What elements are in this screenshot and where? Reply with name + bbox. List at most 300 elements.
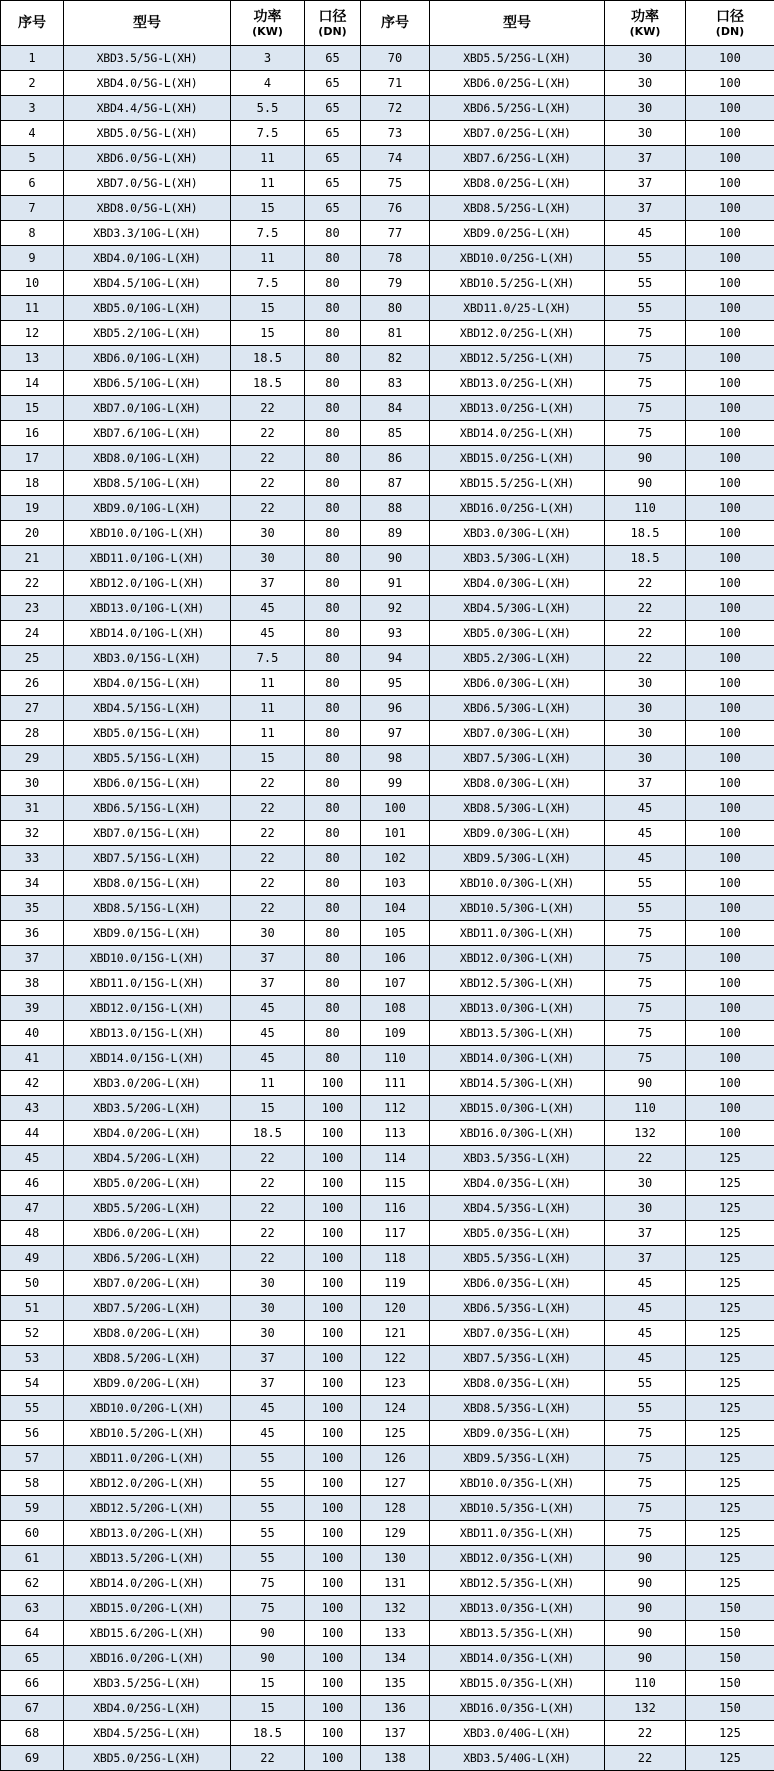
power-cell: 75 xyxy=(605,1021,686,1046)
diameter-cell: 100 xyxy=(686,421,774,446)
table-row xyxy=(1,796,774,821)
table-row xyxy=(1,1546,774,1571)
table-row xyxy=(1,346,774,371)
seq-cell: 96 xyxy=(361,696,430,721)
power-cell: 7.5 xyxy=(231,646,305,671)
power-cell: 15 xyxy=(231,746,305,771)
model-cell: XBD6.5/10G-L(XH) xyxy=(64,371,231,396)
seq-cell: 10 xyxy=(1,271,64,296)
power-cell: 30 xyxy=(231,1271,305,1296)
diameter-cell: 100 xyxy=(305,1146,361,1171)
power-cell: 30 xyxy=(605,71,686,96)
model-cell: XBD12.5/20G-L(XH) xyxy=(64,1496,231,1521)
seq-cell: 115 xyxy=(361,1171,430,1196)
power-cell: 30 xyxy=(605,1171,686,1196)
power-cell: 22 xyxy=(605,621,686,646)
power-cell: 45 xyxy=(231,621,305,646)
seq-cell: 108 xyxy=(361,996,430,1021)
seq-cell: 89 xyxy=(361,521,430,546)
seq-cell: 136 xyxy=(361,1696,430,1721)
seq-cell: 50 xyxy=(1,1271,64,1296)
power-cell: 75 xyxy=(231,1571,305,1596)
table-row xyxy=(1,271,774,296)
model-cell: XBD15.0/30G-L(XH) xyxy=(430,1096,605,1121)
model-cell: XBD5.5/15G-L(XH) xyxy=(64,746,231,771)
model-cell: XBD7.0/30G-L(XH) xyxy=(430,721,605,746)
diameter-cell: 125 xyxy=(686,1746,774,1771)
power-cell: 3 xyxy=(231,46,305,71)
diameter-cell: 100 xyxy=(686,446,774,471)
diameter-cell: 100 xyxy=(305,1346,361,1371)
seq-cell: 85 xyxy=(361,421,430,446)
power-cell: 30 xyxy=(605,746,686,771)
power-cell: 110 xyxy=(605,496,686,521)
diameter-cell: 100 xyxy=(305,1621,361,1646)
power-cell: 22 xyxy=(605,646,686,671)
table-row xyxy=(1,1221,774,1246)
model-cell: XBD5.0/5G-L(XH) xyxy=(64,121,231,146)
seq-cell: 99 xyxy=(361,771,430,796)
diameter-cell: 80 xyxy=(305,796,361,821)
power-cell: 90 xyxy=(605,471,686,496)
power-cell: 55 xyxy=(231,1521,305,1546)
diameter-cell: 80 xyxy=(305,671,361,696)
diameter-cell: 100 xyxy=(305,1396,361,1421)
diameter-cell: 100 xyxy=(686,146,774,171)
model-cell: XBD11.0/10G-L(XH) xyxy=(64,546,231,571)
seq-cell: 57 xyxy=(1,1446,64,1471)
seq-cell: 22 xyxy=(1,571,64,596)
power-cell: 22 xyxy=(605,571,686,596)
seq-cell: 90 xyxy=(361,546,430,571)
diameter-cell: 80 xyxy=(305,621,361,646)
seq-cell: 110 xyxy=(361,1046,430,1071)
diameter-cell: 80 xyxy=(305,321,361,346)
model-cell: XBD3.5/35G-L(XH) xyxy=(430,1146,605,1171)
table-row xyxy=(1,296,774,321)
power-cell: 45 xyxy=(605,1346,686,1371)
diameter-cell: 100 xyxy=(686,371,774,396)
model-cell: XBD4.5/10G-L(XH) xyxy=(64,271,231,296)
seq-cell: 64 xyxy=(1,1621,64,1646)
power-cell: 22 xyxy=(231,821,305,846)
diameter-cell: 100 xyxy=(686,596,774,621)
seq-cell: 60 xyxy=(1,1521,64,1546)
diameter-cell: 100 xyxy=(686,671,774,696)
power-cell: 22 xyxy=(231,446,305,471)
diameter-cell: 80 xyxy=(305,271,361,296)
diameter-cell: 100 xyxy=(686,971,774,996)
table-row xyxy=(1,1096,774,1121)
diameter-cell: 80 xyxy=(305,871,361,896)
power-cell: 45 xyxy=(231,1396,305,1421)
seq-cell: 23 xyxy=(1,596,64,621)
diameter-cell: 80 xyxy=(305,696,361,721)
seq-cell: 112 xyxy=(361,1096,430,1121)
diameter-cell: 80 xyxy=(305,446,361,471)
table-row xyxy=(1,871,774,896)
model-cell: XBD7.0/25G-L(XH) xyxy=(430,121,605,146)
header-power-unit: (KW) xyxy=(629,24,661,38)
model-cell: XBD8.5/10G-L(XH) xyxy=(64,471,231,496)
diameter-cell: 100 xyxy=(686,996,774,1021)
power-cell: 7.5 xyxy=(231,121,305,146)
seq-cell: 55 xyxy=(1,1396,64,1421)
diameter-cell: 125 xyxy=(686,1321,774,1346)
diameter-cell: 100 xyxy=(686,771,774,796)
model-cell: XBD16.0/25G-L(XH) xyxy=(430,496,605,521)
seq-cell: 71 xyxy=(361,71,430,96)
diameter-cell: 80 xyxy=(305,771,361,796)
diameter-cell: 100 xyxy=(686,721,774,746)
diameter-cell: 100 xyxy=(686,346,774,371)
diameter-cell: 100 xyxy=(686,321,774,346)
power-cell: 22 xyxy=(231,846,305,871)
power-cell: 37 xyxy=(231,571,305,596)
diameter-cell: 100 xyxy=(686,171,774,196)
model-cell: XBD4.0/15G-L(XH) xyxy=(64,671,231,696)
diameter-cell: 100 xyxy=(686,796,774,821)
table-row xyxy=(1,971,774,996)
model-cell: XBD6.0/20G-L(XH) xyxy=(64,1221,231,1246)
diameter-cell: 100 xyxy=(686,1071,774,1096)
seq-cell: 128 xyxy=(361,1496,430,1521)
seq-cell: 18 xyxy=(1,471,64,496)
diameter-cell: 100 xyxy=(305,1521,361,1546)
model-cell: XBD13.0/25G-L(XH) xyxy=(430,396,605,421)
model-cell: XBD4.5/25G-L(XH) xyxy=(64,1721,231,1746)
seq-cell: 98 xyxy=(361,746,430,771)
table-row xyxy=(1,846,774,871)
seq-cell: 86 xyxy=(361,446,430,471)
table-row xyxy=(1,1171,774,1196)
power-cell: 30 xyxy=(605,671,686,696)
header-model-right: 型号 xyxy=(430,1,605,46)
power-cell: 37 xyxy=(605,1221,686,1246)
table-row xyxy=(1,1346,774,1371)
table-row xyxy=(1,821,774,846)
seq-cell: 117 xyxy=(361,1221,430,1246)
seq-cell: 26 xyxy=(1,671,64,696)
seq-cell: 41 xyxy=(1,1046,64,1071)
model-cell: XBD13.5/35G-L(XH) xyxy=(430,1621,605,1646)
power-cell: 55 xyxy=(231,1446,305,1471)
seq-cell: 19 xyxy=(1,496,64,521)
power-cell: 11 xyxy=(231,671,305,696)
seq-cell: 20 xyxy=(1,521,64,546)
model-cell: XBD13.5/20G-L(XH) xyxy=(64,1546,231,1571)
seq-cell: 122 xyxy=(361,1346,430,1371)
model-cell: XBD8.5/35G-L(XH) xyxy=(430,1396,605,1421)
seq-cell: 66 xyxy=(1,1671,64,1696)
seq-cell: 8 xyxy=(1,221,64,246)
seq-cell: 127 xyxy=(361,1471,430,1496)
diameter-cell: 65 xyxy=(305,71,361,96)
seq-cell: 123 xyxy=(361,1371,430,1396)
model-cell: XBD16.0/30G-L(XH) xyxy=(430,1121,605,1146)
power-cell: 90 xyxy=(605,1546,686,1571)
diameter-cell: 80 xyxy=(305,296,361,321)
power-cell: 22 xyxy=(605,1721,686,1746)
seq-cell: 42 xyxy=(1,1071,64,1096)
seq-cell: 83 xyxy=(361,371,430,396)
model-cell: XBD11.0/20G-L(XH) xyxy=(64,1446,231,1471)
seq-cell: 118 xyxy=(361,1246,430,1271)
model-cell: XBD12.0/25G-L(XH) xyxy=(430,321,605,346)
model-cell: XBD9.0/10G-L(XH) xyxy=(64,496,231,521)
model-cell: XBD11.0/30G-L(XH) xyxy=(430,921,605,946)
diameter-cell: 150 xyxy=(686,1646,774,1671)
model-cell: XBD3.5/40G-L(XH) xyxy=(430,1746,605,1771)
diameter-cell: 150 xyxy=(686,1671,774,1696)
diameter-cell: 100 xyxy=(305,1671,361,1696)
power-cell: 15 xyxy=(231,296,305,321)
model-cell: XBD4.0/30G-L(XH) xyxy=(430,571,605,596)
model-cell: XBD15.5/25G-L(XH) xyxy=(430,471,605,496)
model-cell: XBD7.5/20G-L(XH) xyxy=(64,1296,231,1321)
header-power-label: 功率 xyxy=(631,8,659,25)
diameter-cell: 80 xyxy=(305,721,361,746)
power-cell: 22 xyxy=(231,396,305,421)
seq-cell: 21 xyxy=(1,546,64,571)
seq-cell: 52 xyxy=(1,1321,64,1346)
seq-cell: 76 xyxy=(361,196,430,221)
model-cell: XBD13.0/25G-L(XH) xyxy=(430,371,605,396)
power-cell: 22 xyxy=(231,1171,305,1196)
seq-cell: 102 xyxy=(361,846,430,871)
header-seq-right: 序号 xyxy=(361,1,430,46)
diameter-cell: 100 xyxy=(305,1571,361,1596)
diameter-cell: 100 xyxy=(686,196,774,221)
power-cell: 22 xyxy=(231,796,305,821)
power-cell: 15 xyxy=(231,1671,305,1696)
power-cell: 45 xyxy=(231,1421,305,1446)
diameter-cell: 80 xyxy=(305,346,361,371)
header-power-label: 功率 xyxy=(253,8,282,25)
table-row xyxy=(1,71,774,96)
header-power-left xyxy=(231,1,305,46)
seq-cell: 101 xyxy=(361,821,430,846)
power-cell: 22 xyxy=(231,771,305,796)
seq-cell: 36 xyxy=(1,921,64,946)
model-cell: XBD12.0/35G-L(XH) xyxy=(430,1546,605,1571)
table-row xyxy=(1,1046,774,1071)
model-cell: XBD10.5/30G-L(XH) xyxy=(430,896,605,921)
power-cell: 22 xyxy=(231,896,305,921)
seq-cell: 45 xyxy=(1,1146,64,1171)
power-cell: 75 xyxy=(605,1421,686,1446)
diameter-cell: 100 xyxy=(305,1421,361,1446)
diameter-cell: 80 xyxy=(305,846,361,871)
model-cell: XBD5.0/35G-L(XH) xyxy=(430,1221,605,1246)
model-cell: XBD3.0/20G-L(XH) xyxy=(64,1071,231,1096)
seq-cell: 5 xyxy=(1,146,64,171)
table-row xyxy=(1,521,774,546)
power-cell: 45 xyxy=(231,996,305,1021)
power-cell: 37 xyxy=(231,946,305,971)
diameter-cell: 100 xyxy=(305,1271,361,1296)
diameter-cell: 100 xyxy=(305,1596,361,1621)
model-cell: XBD14.0/15G-L(XH) xyxy=(64,1046,231,1071)
model-cell: XBD4.0/25G-L(XH) xyxy=(64,1696,231,1721)
diameter-cell: 100 xyxy=(305,1746,361,1771)
power-cell: 30 xyxy=(605,721,686,746)
diameter-cell: 100 xyxy=(305,1471,361,1496)
model-cell: XBD13.0/15G-L(XH) xyxy=(64,1021,231,1046)
model-cell: XBD12.5/30G-L(XH) xyxy=(430,971,605,996)
seq-cell: 79 xyxy=(361,271,430,296)
table-row xyxy=(1,1071,774,1096)
table-row xyxy=(1,321,774,346)
diameter-cell: 80 xyxy=(305,596,361,621)
power-cell: 45 xyxy=(605,1271,686,1296)
model-cell: XBD10.0/10G-L(XH) xyxy=(64,521,231,546)
model-cell: XBD3.5/20G-L(XH) xyxy=(64,1096,231,1121)
power-cell: 90 xyxy=(605,1646,686,1671)
seq-cell: 63 xyxy=(1,1596,64,1621)
seq-cell: 84 xyxy=(361,396,430,421)
power-cell: 18.5 xyxy=(231,1121,305,1146)
header-power-right xyxy=(605,1,686,46)
diameter-cell: 100 xyxy=(305,1721,361,1746)
seq-cell: 97 xyxy=(361,721,430,746)
diameter-cell: 100 xyxy=(686,296,774,321)
model-cell: XBD12.5/35G-L(XH) xyxy=(430,1571,605,1596)
seq-cell: 137 xyxy=(361,1721,430,1746)
seq-cell: 100 xyxy=(361,796,430,821)
table-row xyxy=(1,921,774,946)
header-diameter-label: 口径 xyxy=(716,8,744,25)
seq-cell: 77 xyxy=(361,221,430,246)
table-row xyxy=(1,1146,774,1171)
power-cell: 11 xyxy=(231,146,305,171)
power-cell: 18.5 xyxy=(231,346,305,371)
power-cell: 22 xyxy=(231,1221,305,1246)
model-cell: XBD10.5/35G-L(XH) xyxy=(430,1496,605,1521)
diameter-cell: 65 xyxy=(305,196,361,221)
table-row xyxy=(1,1746,774,1771)
model-cell: XBD10.5/20G-L(XH) xyxy=(64,1421,231,1446)
power-cell: 110 xyxy=(605,1671,686,1696)
table-row xyxy=(1,1446,774,1471)
seq-cell: 129 xyxy=(361,1521,430,1546)
diameter-cell: 80 xyxy=(305,921,361,946)
table-row xyxy=(1,1596,774,1621)
diameter-cell: 80 xyxy=(305,571,361,596)
seq-cell: 134 xyxy=(361,1646,430,1671)
seq-cell: 69 xyxy=(1,1746,64,1771)
model-cell: XBD8.5/20G-L(XH) xyxy=(64,1346,231,1371)
seq-cell: 95 xyxy=(361,671,430,696)
table-row xyxy=(1,121,774,146)
model-cell: XBD15.0/20G-L(XH) xyxy=(64,1596,231,1621)
diameter-cell: 150 xyxy=(686,1621,774,1646)
model-cell: XBD8.0/20G-L(XH) xyxy=(64,1321,231,1346)
model-cell: XBD11.0/15G-L(XH) xyxy=(64,971,231,996)
model-cell: XBD5.5/35G-L(XH) xyxy=(430,1246,605,1271)
power-cell: 55 xyxy=(605,271,686,296)
model-cell: XBD12.0/20G-L(XH) xyxy=(64,1471,231,1496)
seq-cell: 107 xyxy=(361,971,430,996)
seq-cell: 53 xyxy=(1,1346,64,1371)
diameter-cell: 100 xyxy=(686,746,774,771)
diameter-cell: 100 xyxy=(305,1221,361,1246)
diameter-cell: 125 xyxy=(686,1571,774,1596)
seq-cell: 16 xyxy=(1,421,64,446)
seq-cell: 65 xyxy=(1,1646,64,1671)
header-diameter-right xyxy=(686,1,774,46)
diameter-cell: 150 xyxy=(686,1596,774,1621)
diameter-cell: 100 xyxy=(686,271,774,296)
model-cell: XBD11.0/25-L(XH) xyxy=(430,296,605,321)
power-cell: 30 xyxy=(605,1196,686,1221)
diameter-cell: 65 xyxy=(305,96,361,121)
model-cell: XBD15.6/20G-L(XH) xyxy=(64,1621,231,1646)
diameter-cell: 100 xyxy=(686,921,774,946)
seq-cell: 130 xyxy=(361,1546,430,1571)
power-cell: 5.5 xyxy=(231,96,305,121)
power-cell: 45 xyxy=(605,221,686,246)
seq-cell: 132 xyxy=(361,1596,430,1621)
model-cell: XBD3.0/40G-L(XH) xyxy=(430,1721,605,1746)
model-cell: XBD6.0/35G-L(XH) xyxy=(430,1271,605,1296)
diameter-cell: 100 xyxy=(686,121,774,146)
power-cell: 22 xyxy=(605,1746,686,1771)
model-cell: XBD10.0/20G-L(XH) xyxy=(64,1396,231,1421)
power-cell: 18.5 xyxy=(231,371,305,396)
model-cell: XBD10.0/35G-L(XH) xyxy=(430,1471,605,1496)
table-row xyxy=(1,246,774,271)
model-cell: XBD8.0/15G-L(XH) xyxy=(64,871,231,896)
model-cell: XBD5.2/10G-L(XH) xyxy=(64,321,231,346)
power-cell: 45 xyxy=(605,846,686,871)
model-cell: XBD9.5/30G-L(XH) xyxy=(430,846,605,871)
model-cell: XBD9.0/20G-L(XH) xyxy=(64,1371,231,1396)
model-cell: XBD7.6/25G-L(XH) xyxy=(430,146,605,171)
model-cell: XBD13.0/30G-L(XH) xyxy=(430,996,605,1021)
diameter-cell: 80 xyxy=(305,946,361,971)
seq-cell: 78 xyxy=(361,246,430,271)
table-row xyxy=(1,421,774,446)
power-cell: 75 xyxy=(605,971,686,996)
seq-cell: 49 xyxy=(1,1246,64,1271)
seq-cell: 56 xyxy=(1,1421,64,1446)
model-cell: XBD10.0/25G-L(XH) xyxy=(430,246,605,271)
table-row xyxy=(1,1396,774,1421)
seq-cell: 12 xyxy=(1,321,64,346)
power-cell: 75 xyxy=(605,996,686,1021)
diameter-cell: 100 xyxy=(305,1546,361,1571)
seq-cell: 2 xyxy=(1,71,64,96)
model-cell: XBD6.5/20G-L(XH) xyxy=(64,1246,231,1271)
header-row xyxy=(1,1,774,46)
power-cell: 11 xyxy=(231,721,305,746)
seq-cell: 116 xyxy=(361,1196,430,1221)
model-cell: XBD4.0/10G-L(XH) xyxy=(64,246,231,271)
diameter-cell: 80 xyxy=(305,996,361,1021)
seq-cell: 74 xyxy=(361,146,430,171)
seq-cell: 6 xyxy=(1,171,64,196)
table-row xyxy=(1,1121,774,1146)
table-row xyxy=(1,946,774,971)
seq-cell: 4 xyxy=(1,121,64,146)
model-cell: XBD4.5/35G-L(XH) xyxy=(430,1196,605,1221)
seq-cell: 32 xyxy=(1,821,64,846)
table-row xyxy=(1,1521,774,1546)
model-cell: XBD3.0/30G-L(XH) xyxy=(430,521,605,546)
model-cell: XBD16.0/20G-L(XH) xyxy=(64,1646,231,1671)
power-cell: 132 xyxy=(605,1696,686,1721)
